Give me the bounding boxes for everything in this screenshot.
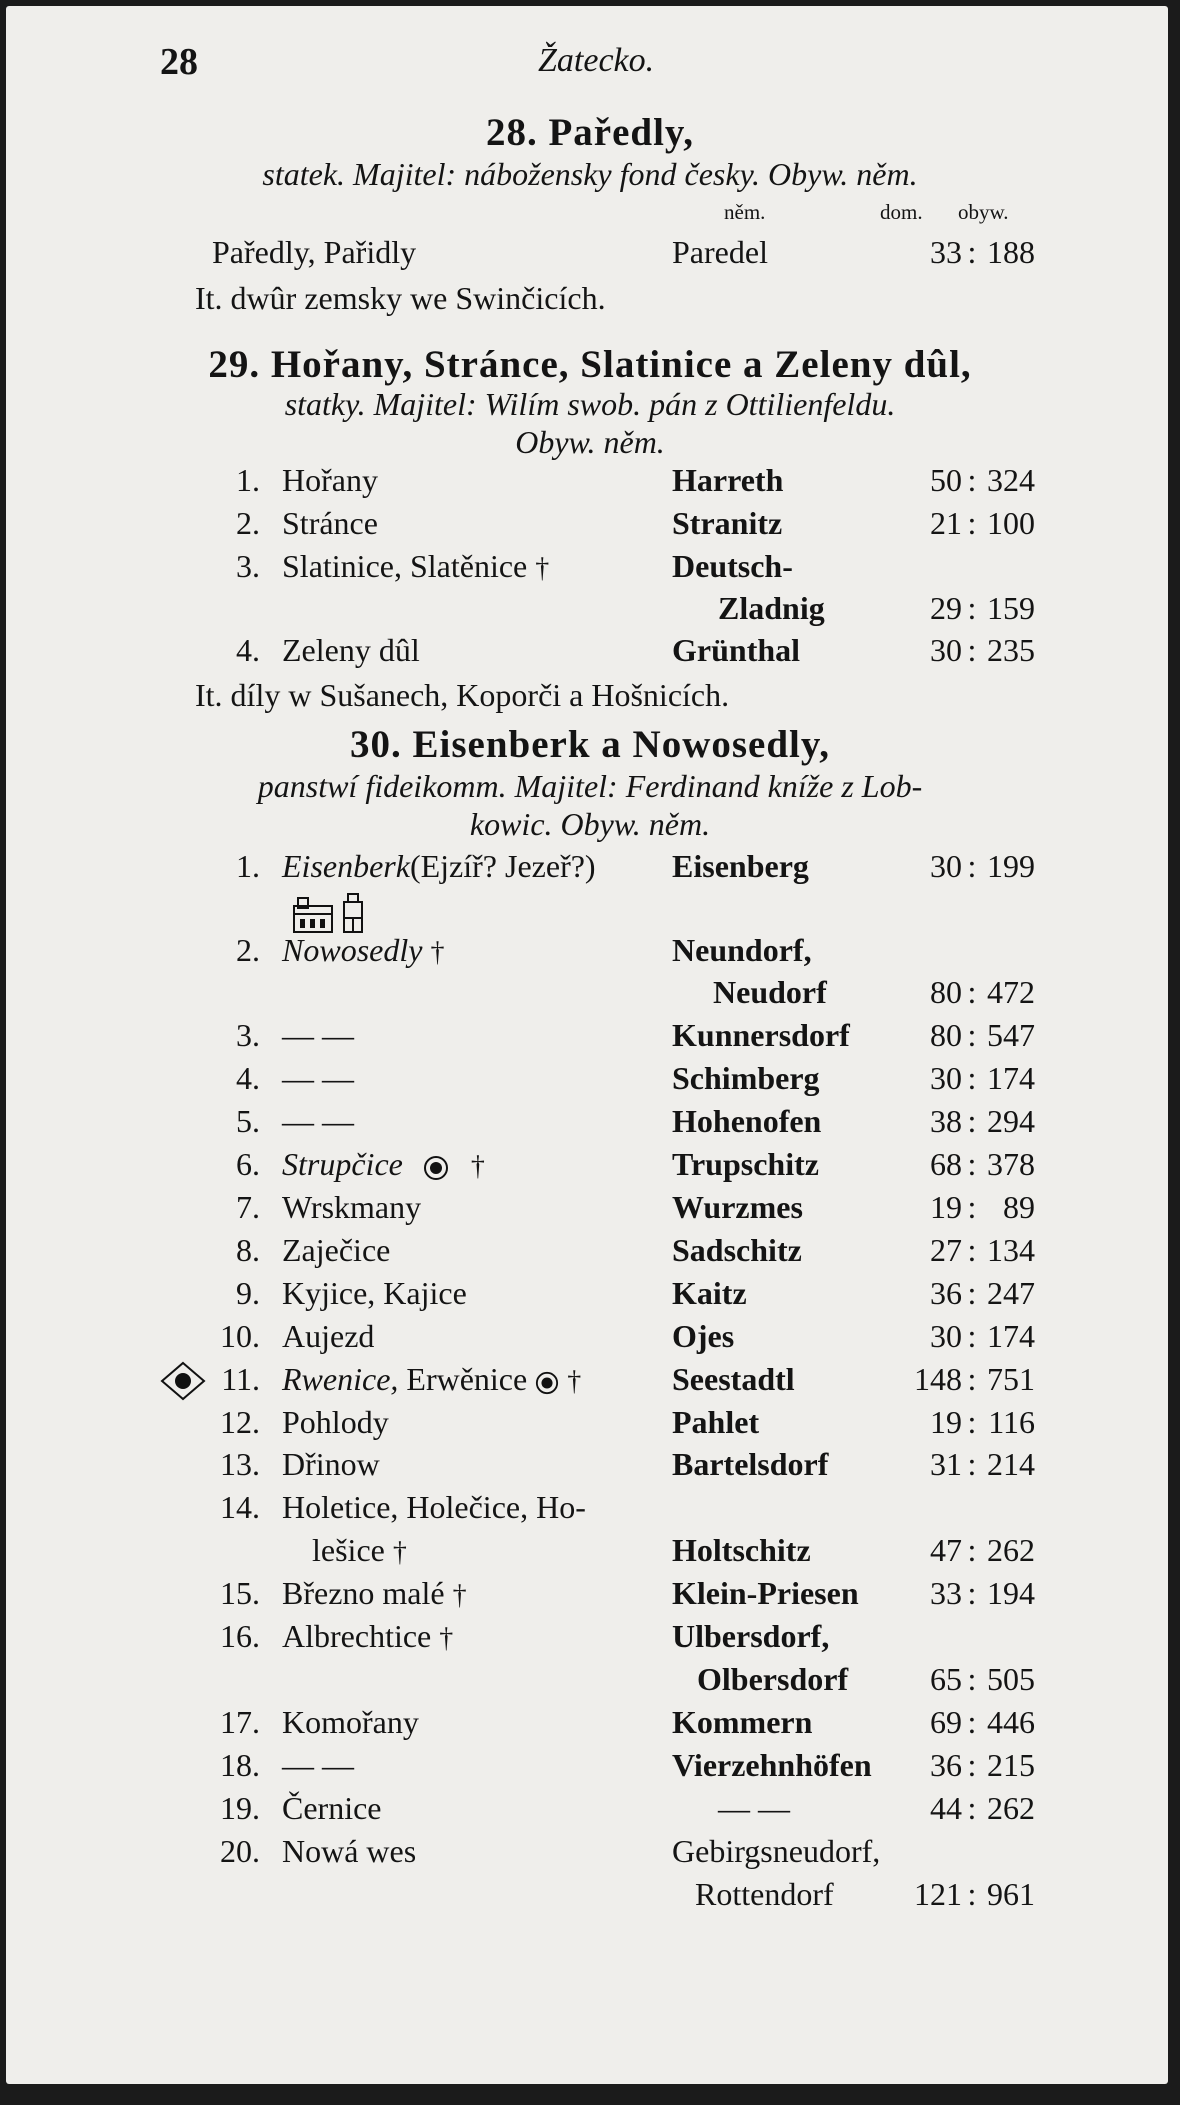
section-title: 28. Paředly, [485,111,695,154]
german-name: Wurzmes [672,1189,803,1225]
inhabitants-count: 188 [987,234,1035,270]
czech-name: Slatinice, Slatěnice [282,548,528,584]
church-cross-icon: † [567,1366,582,1397]
table-row [0,505,1180,547]
separator: : [967,1704,977,1740]
czech-name: Albrechtice [282,1618,432,1654]
houses-count: 36 [930,1747,962,1783]
german-name: Seestadtl [672,1361,795,1397]
table-row [0,1189,1180,1231]
separator: : [967,1017,977,1053]
row-number: 4. [236,1060,260,1096]
german-name-continued: Rottendorf [695,1876,834,1912]
german-name: Grünthal [672,632,801,668]
czech-name: Stránce [282,505,378,541]
inhabitants-count: 247 [987,1275,1035,1311]
separator: : [967,462,977,498]
separator: : [967,1103,977,1139]
czech-name: Dřinow [282,1446,380,1482]
church-cross-icon: † [470,1151,485,1182]
german-name-continued: Neudorf [713,974,827,1010]
houses-count: 31 [930,1446,962,1482]
german-name: Schimberg [672,1060,820,1096]
row-number: 3. [236,1017,260,1053]
houses-count: 30 [930,848,962,884]
czech-name-group [282,1361,581,1398]
houses-count: 21 [930,505,962,541]
table-row [0,1575,1180,1617]
inhabitants-count: 472 [987,974,1035,1010]
table-row [0,1146,1180,1188]
czech-name-italic: Eisenberk [282,848,410,884]
houses-count: 36 [930,1275,962,1311]
houses-count: 69 [930,1704,962,1740]
row-number: 11. [221,1361,260,1397]
czech-name: Paředly, Pařidly [212,234,417,270]
german-name: Sadschitz [672,1232,802,1268]
row-number: 9. [236,1275,260,1311]
czech-name-italic: Nowosedly [282,932,423,968]
czech-name-group [282,1146,485,1183]
houses-count: 80 [930,974,962,1010]
inhabitants-count: 294 [987,1103,1035,1139]
row-number: 20. [220,1833,260,1869]
table-row-continuation [0,1876,1180,1918]
column-header-nem: něm. [724,200,766,224]
separator: : [967,1532,977,1568]
german-name: Pahlet [672,1404,760,1440]
section-description: panstwí fideikomm. Majitel: Ferdinand kníže z Lob- [257,768,923,804]
german-name: Deutsch- [672,548,793,584]
houses-count: 30 [930,632,962,668]
row-number: 2. [236,505,260,541]
german-name: Vierzehnhöfen [672,1747,872,1783]
houses-count: 30 [930,1060,962,1096]
inhabitants-count: 214 [987,1446,1035,1482]
german-name: Trupschitz [672,1146,819,1182]
castle-icon [292,892,370,936]
inhabitants-count: 159 [987,590,1035,626]
column-header-dom: dom. [880,200,923,224]
czech-name-group [282,548,549,585]
row-number: 6. [236,1146,260,1182]
houses-count: 47 [930,1532,962,1568]
german-name: Paredel [672,234,768,270]
table-row [0,1318,1180,1360]
row-number: 10. [220,1318,260,1354]
parish-circle-icon [423,1155,449,1181]
section-description: kowic. Obyw. něm. [469,806,711,842]
row-number: 15. [220,1575,260,1611]
czech-name: — — [282,1017,354,1053]
row-number: 1. [236,848,260,884]
row-number: 12. [220,1404,260,1440]
houses-count: 148 [914,1361,962,1397]
separator: : [967,1747,977,1783]
table-row [0,1833,1180,1875]
german-name: Holtschitz [672,1532,811,1568]
german-name: Gebirgsneudorf, [672,1833,881,1869]
table-row [0,632,1180,674]
table-row [0,234,1180,276]
german-name: Neundorf, [672,932,812,968]
separator: : [967,1876,977,1912]
row-number: 4. [236,632,260,668]
czech-name: Kyjice, Kajice [282,1275,467,1311]
inhabitants-count: 547 [987,1017,1035,1053]
houses-count: 19 [930,1189,962,1225]
row-number: 3. [236,548,260,584]
column-header-obyv: obyw. [958,200,1009,224]
inhabitants-count: 215 [987,1747,1035,1783]
table-row [0,1704,1180,1746]
houses-count: 65 [930,1661,962,1697]
row-number: 2. [236,932,260,968]
separator: : [967,1232,977,1268]
row-number: 8. [236,1232,260,1268]
table-row [0,1446,1180,1488]
inhabitants-count: 134 [987,1232,1035,1268]
inhabitants-count: 961 [987,1876,1035,1912]
inhabitants-count: 324 [987,462,1035,498]
church-cross-icon: † [535,553,550,584]
czech-name: Aujezd [282,1318,375,1354]
table-row [0,1747,1180,1789]
houses-count: 38 [930,1103,962,1139]
church-cross-icon: † [392,1537,407,1568]
german-name: — — [718,1790,790,1826]
czech-name: — — [282,1747,354,1783]
table-row [0,1489,1180,1531]
separator: : [967,1275,977,1311]
church-cross-icon: † [452,1580,467,1611]
german-name: Kommern [672,1704,813,1740]
czech-name: Wrskmany [282,1189,422,1225]
separator: : [967,1661,977,1697]
houses-count: 30 [930,1318,962,1354]
czech-name: — — [282,1103,354,1139]
table-row [0,1017,1180,1059]
section-description: Obyw. něm. [515,424,665,460]
row-number: 1. [236,462,260,498]
czech-name: Zeleny dûl [282,632,420,668]
german-name-continued: Olbersdorf [697,1661,849,1697]
houses-count: 121 [914,1876,962,1912]
houses-count: 33 [930,1575,962,1611]
row-number: 5. [236,1103,260,1139]
houses-count: 27 [930,1232,962,1268]
german-name: Harreth [672,462,784,498]
inhabitants-count: 100 [987,505,1035,541]
inhabitants-count: 89 [1003,1189,1035,1225]
separator: : [967,1790,977,1826]
separator: : [967,1361,977,1397]
row-number: 18. [220,1747,260,1783]
german-name: Klein-Priesen [672,1575,859,1611]
german-name: Ojes [672,1318,735,1354]
czech-name-italic: Rwenice, [282,1361,399,1397]
row-number: 19. [220,1790,260,1826]
czech-name: Holetice, Holečice, Ho- [282,1489,586,1525]
houses-count: 50 [930,462,962,498]
separator: : [967,974,977,1010]
czech-name: Pohlody [282,1404,389,1440]
note: It. dwûr zemsky we Swinčicích. [195,280,606,316]
houses-count: 68 [930,1146,962,1182]
german-name: Eisenberg [672,848,809,884]
houses-count: 44 [930,1790,962,1826]
separator: : [967,632,977,668]
houses-count: 33 [930,234,962,270]
section-description: statky. Majitel: Wilím swob. pán z Ottilienfeldu. [284,386,896,422]
separator: : [967,1446,977,1482]
table-row [0,1232,1180,1274]
church-cross-icon: † [430,937,445,968]
separator: : [967,590,977,626]
separator: : [967,1060,977,1096]
table-row [0,548,1180,590]
table-row-continuation [0,1532,1180,1574]
inhabitants-count: 194 [987,1575,1035,1611]
german-name: Kunnersdorf [672,1017,850,1053]
german-name: Ulbersdorf, [672,1618,830,1654]
german-name: Stranitz [672,505,783,541]
table-row [0,848,1180,890]
czech-name: Černice [282,1790,382,1826]
german-name: Kaitz [672,1275,747,1311]
section-title: 29. Hořany, Stránce, Slatinice a Zeleny dûl, [208,343,972,386]
row-number: 14. [220,1489,260,1525]
section-title: 30. Eisenberk a Nowosedly, [350,723,830,766]
czech-name-group [282,1575,467,1612]
table-row [0,1404,1180,1446]
czech-name-italic: Strupčice [282,1146,403,1182]
inhabitants-count: 262 [987,1790,1035,1826]
czech-name-group [282,1618,453,1655]
table-row-continuation [0,1661,1180,1703]
inhabitants-count: 446 [987,1704,1035,1740]
czech-name: Nowá wes [282,1833,417,1869]
czech-name: (Ejzíř? Jezeř?) [409,848,596,884]
table-row [0,1618,1180,1660]
houses-count: 29 [930,590,962,626]
inhabitants-count: 505 [987,1661,1035,1697]
row-number: 16. [220,1618,260,1654]
separator: : [967,505,977,541]
czech-name-continued: lešice [312,1532,385,1568]
table-row [0,1790,1180,1832]
church-cross-icon: † [439,1623,454,1654]
running-title: Žatecko. [538,42,655,79]
separator: : [967,1189,977,1225]
row-number: 13. [220,1446,260,1482]
houses-count: 80 [930,1017,962,1053]
inhabitants-count: 174 [987,1060,1035,1096]
parish-circle-icon [535,1371,559,1395]
inhabitants-count: 174 [987,1318,1035,1354]
section-description: statek. Majitel: nábožensky fond česky. Obyw. něm. [262,156,918,192]
inhabitants-count: 378 [987,1146,1035,1182]
separator: : [967,1146,977,1182]
page-number: 28 [160,41,198,83]
german-name: Hohenofen [672,1103,822,1139]
czech-name: Erwěnice [398,1361,528,1397]
table-row [0,1361,1180,1403]
inhabitants-count: 199 [987,848,1035,884]
table-row [0,1060,1180,1102]
czech-name: Zaječice [282,1232,391,1268]
row-number: 17. [220,1704,260,1740]
czech-name-group [282,932,444,969]
note: It. díly w Sušanech, Koporči a Hošnicích. [195,677,730,713]
inhabitants-count: 116 [988,1404,1035,1440]
czech-name-group [282,848,596,885]
inhabitants-count: 235 [987,632,1035,668]
czech-name: — — [282,1060,354,1096]
inhabitants-count: 262 [987,1532,1035,1568]
separator: : [967,234,977,270]
czech-name-group [312,1532,407,1569]
separator: : [967,848,977,884]
inhabitants-count: 751 [987,1361,1035,1397]
table-row [0,1103,1180,1145]
czech-name: Komořany [282,1704,419,1740]
table-row-continuation [0,974,1180,1016]
table-row [0,1275,1180,1317]
table-row [0,932,1180,974]
table-row [0,462,1180,504]
separator: : [967,1575,977,1611]
german-name: Bartelsdorf [672,1446,829,1482]
separator: : [967,1318,977,1354]
czech-name: Hořany [282,462,378,498]
czech-name: Březno malé [282,1575,445,1611]
table-row-continuation [0,590,1180,632]
german-name-continued: Zladnig [718,590,825,626]
houses-count: 19 [930,1404,962,1440]
row-number: 7. [236,1189,260,1225]
separator: : [967,1404,977,1440]
